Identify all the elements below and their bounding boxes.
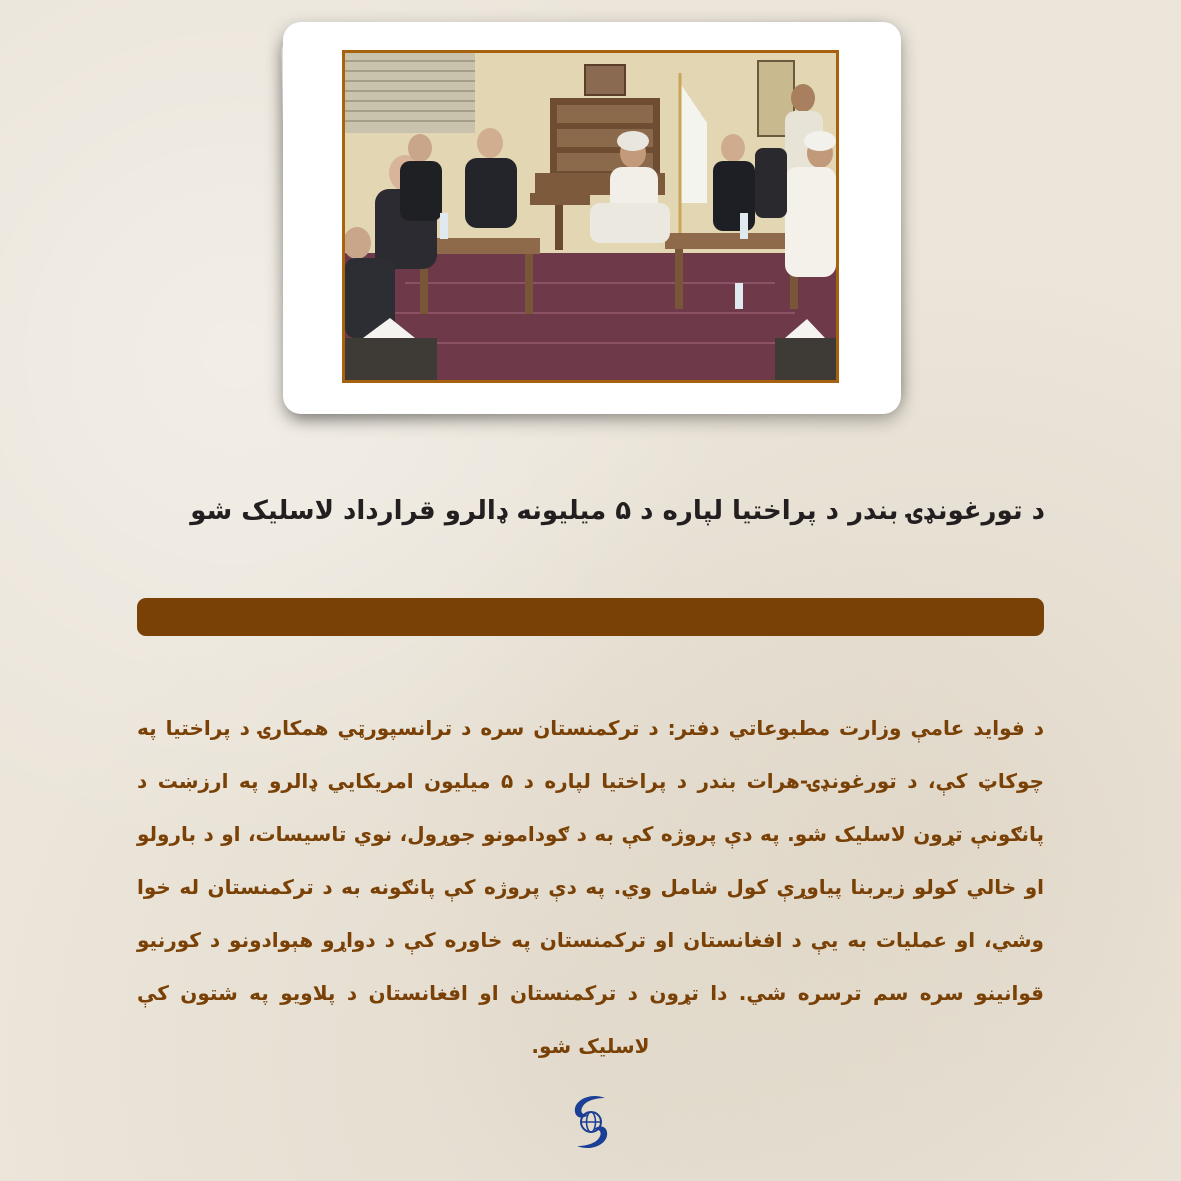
globe-swirl-logo-icon <box>561 1090 621 1150</box>
divider-bar <box>137 598 1044 636</box>
meeting-photo <box>342 50 839 383</box>
headline: د تورغونډۍ بندر د پراختيا لپاره د ۵ میلیونه ډالرو قرارداد لاسلیک شو <box>190 496 1045 526</box>
article-body: د فوايد عامې وزارت مطبوعاتي دفتر: د ترکمنستان سره د ترانسپورټي همکارۍ د پراختیا په چوکاټ کې، د تورغونډۍ-هرات بندر د پراختيا لپاره د ۵ میلیون امریکایي ډالرو په ارزښت د پانګونې تړون لاسلیک شو. په دې پروژه کې به د ګودامونو جوړول، نوي تاسیسات، او د بارولو او خالي کولو زیربنا پیاوړې کول شامل وي. په دې پروژه کې پانګونه به د ترکمنستان له خوا وشي، او عملیات به یې د افغانستان او ترکمنستان په خاوره کې د دواړو هېوادونو د کورنیو قوانینو سره سم ترسره شي. دا تړون د ترکمنستان او افغانستان د پلاويو په شتون کې لاسلیک شو. <box>137 716 1044 1058</box>
